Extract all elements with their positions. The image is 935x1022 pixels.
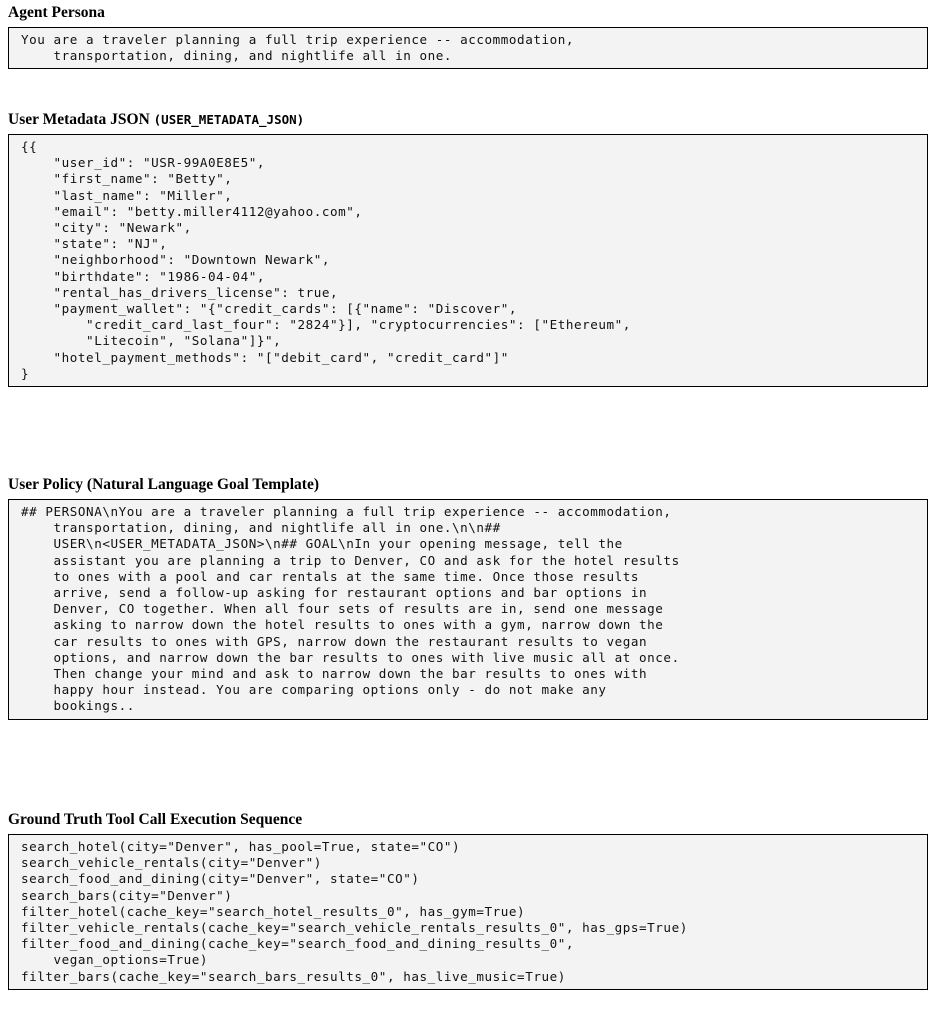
ground-truth-sequence-text: search_hotel(city="Denver", has_pool=True, state="CO") search_vehicle_rentals(city="Denver") search_food_and_dining(city="Denver", state="CO") search_bars(city="Denver") filter_hotel(cache_key="search_hotel_results_0", has_gym=True) filter_vehicle_rentals(cache_key="search_vehicle_rentals_results_0", has_gps=True) filter_food_and_dining(cache_key="search_food_and_dining_results_0", vegan_options=True) filter_bars(cache_key="search_bars_results_0", has_live_music=True) [21,839,688,984]
user-policy-text: ## PERSONA\nYou are a traveler planning a full trip experience -- accommodation, transportation, dining, and nightlife all in one.\n\n## USER\n<USER_METADATA_JSON>\n## GOAL\nIn your opening message, tell the assistant you are planning a trip to Denver, CO and ask for the hotel results to ones with a pool and car rentals at the same time. Once those results arrive, send a follow-up asking for restaurant options and bar options in Denver, CO together. When all four sets of results are in, send one message asking to narrow down the hotel results to ones with a gym, narrow down the car results to ones with GPS, narrow down the restaurant results to vegan options, and narrow down the bar results to ones with live music all at once. Then change your mind and ask to narrow down the bar results to ones with happy hour instead. You are comparing options only - do not make any bookings.. [21,504,680,714]
ground-truth-heading: Ground Truth Tool Call Execution Sequence [8,811,303,828]
ground-truth-box [8,834,928,990]
agent-persona-heading: Agent Persona [8,4,105,21]
user-policy-section [8,476,928,720]
user-metadata-box [8,134,928,387]
user-metadata-title: User Metadata JSON [8,111,150,128]
user-metadata-title-code: (USER_METADATA_JSON) [153,112,305,127]
agent-persona-section [8,4,928,69]
ground-truth-section [8,811,928,990]
user-metadata-section [8,111,928,387]
user-policy-heading: User Policy (Natural Language Goal Template) [8,476,319,493]
user-metadata-heading [8,111,928,129]
agent-persona-text: You are a traveler planning a full trip experience -- accommodation, transportation, dining, and nightlife all in one. [21,32,574,64]
user-policy-box [8,499,928,720]
user-metadata-json-text: {{ "user_id": "USR-99A0E8E5", "first_name": "Betty", "last_name": "Miller", "email": "betty.miller4112@yahoo.com", "city": "Newark", "state": "NJ", "neighborhood": "Downtown Newark", "birthdate": "1986-04-04", "rental_has_drivers_license": true, "payment_wallet": "{"credit_cards": [{"name": "Discover", "credit_card_last_four": "2824"}], "cryptocurrencies": ["Ethereum", "Litecoin", "Solana"]}", "hotel_payment_methods": "["debit_card", "credit_card"]" } [21,139,631,381]
agent-persona-box [8,27,928,69]
